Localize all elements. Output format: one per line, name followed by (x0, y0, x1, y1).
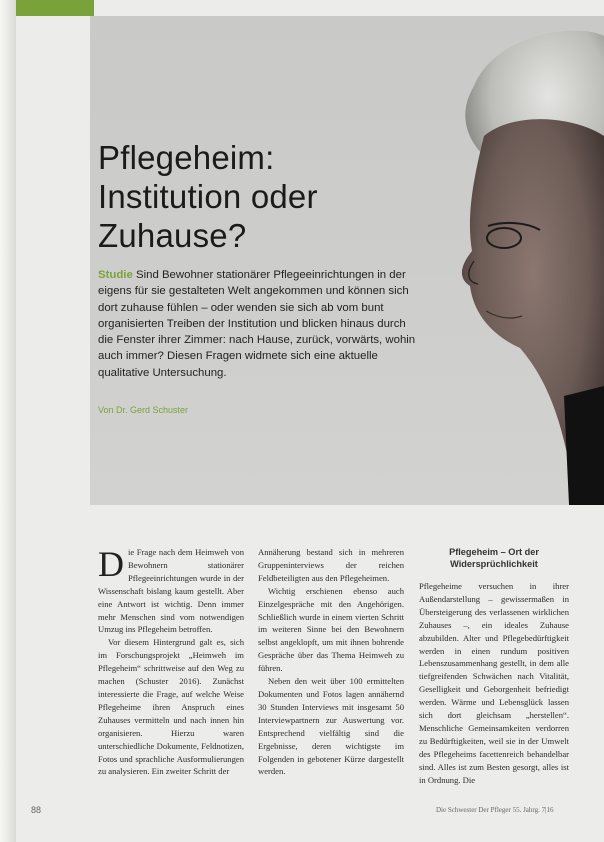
teaser-text: Sind Bewohner stationärer Pflegeeinrichtungen in der eigens für sie gestalteten Welt angekommen und können sich dort zuhause fühlen – oder wenden sie sich ab vom bunt organisierten Treiben der Institution und blicken hinaus durch die Fenster ihrer Zimmer: nach Hause, zurück, vorwärts, wohin auch immer? Diesen Fragen widmete sich eine aktuelle qualitative Untersuchung. (98, 269, 416, 379)
paragraph: Annäherung bestand sich in mehreren Gruppeninterviews der reichen Feldbeteiligten aus den Pflegeheimen. (258, 547, 404, 583)
paragraph: Pflegeheime versuchen in ihrer Außendarstellung – gewissermaßen in Übersteigerung des verlassenen wirklichen Zuhauses –, ein ideales Zuhause abzubilden. Alter und Pflegebedürftigkeit werden in einen rundum positiven Lebenszusammenhang gestellt, in dem alle tiefgreifenden Schwächen nach Vitalität, Geselligkeit und Geborgenheit befriedigt werden. Wärme und Lebensglück lassen sich dort gleichsam „herstellen“. Menschliche Gemeinsamkeiten verdorren zu Bedürftigkeiten, weil sie in der Umwelt des Pflegeheims facettenreich behandelbar sind. Alles ist zum Besten gesorgt, alles ist in Ordnung. Die (419, 581, 569, 785)
paragraph: Neben den weit über 100 ermittelten Dokumenten und Fotos lagen annähernd 30 Stunden Interviews mit insgesamt 50 Interviewpartnern zur Auswertung vor. Entsprechend vielfältig sind die Ergebnisse, deren wichtigste im Folgenden in gebotener Kürze dargestellt werden. (258, 676, 404, 777)
body-column-2 (258, 546, 404, 778)
page-edge-left (0, 0, 16, 842)
section-heading: Pflegeheim – Ort der Widersprüchlichkeit (449, 547, 539, 569)
body-column-3 (419, 546, 569, 787)
page-number: 88 (31, 805, 42, 815)
drop-cap: D (98, 544, 124, 584)
top-accent-bar (16, 0, 94, 16)
teaser-kicker: Studie (98, 269, 133, 281)
elderly-person-portrait (404, 16, 604, 505)
article-teaser (98, 267, 416, 381)
article-title: Pflegeheim: Institution oder Zuhause? (98, 139, 318, 254)
paragraph (98, 546, 244, 636)
paragraph: Vor diesem Hintergrund galt es, sich im Forschungsprojekt „Heimweh im Pflegeheim“ schrittweise auf den Weg zu machen (Schuster 2016). Zunächst interessierte die Frage, auf welche Weise Pflegeheime ihren Anspruch eines Zuhauses vermitteln und nach innen hin organisieren. Hierzu waren unterschiedliche Dokumente, Feldnotizen, Fotos und sprachliche Ausformulierungen zu analysieren. Ein zweiter Schritt der (98, 637, 244, 777)
author-byline: Von Dr. Gerd Schuster (98, 405, 189, 415)
body-column-1 (98, 546, 244, 778)
paragraph-text: ie Frage nach dem Heimweh von Bewohnern stationärer Pflegeeinrichtungen wurde in der Wissenschaft bislang kaum gestellt. Aber eine Antwort ist wichtig. Denn immer mehr Menschen sind vom notwendigen Umzug ins Pflegeheim betroffen. (98, 547, 244, 635)
paragraph: Wichtig erschienen ebenso auch Einzelgespräche mit den Angehörigen. Schließlich wurde in einem vierten Schritt im weiteren Sinne bei den Bewohnern selbst angeklopft, um mit ihnen bohrende Gespräche über das Thema Heimweh zu führen. (258, 585, 404, 674)
header-photo (90, 16, 604, 505)
journal-footer: Die Schwester Der Pfleger 55. Jahrg. 7|16 (436, 806, 554, 814)
